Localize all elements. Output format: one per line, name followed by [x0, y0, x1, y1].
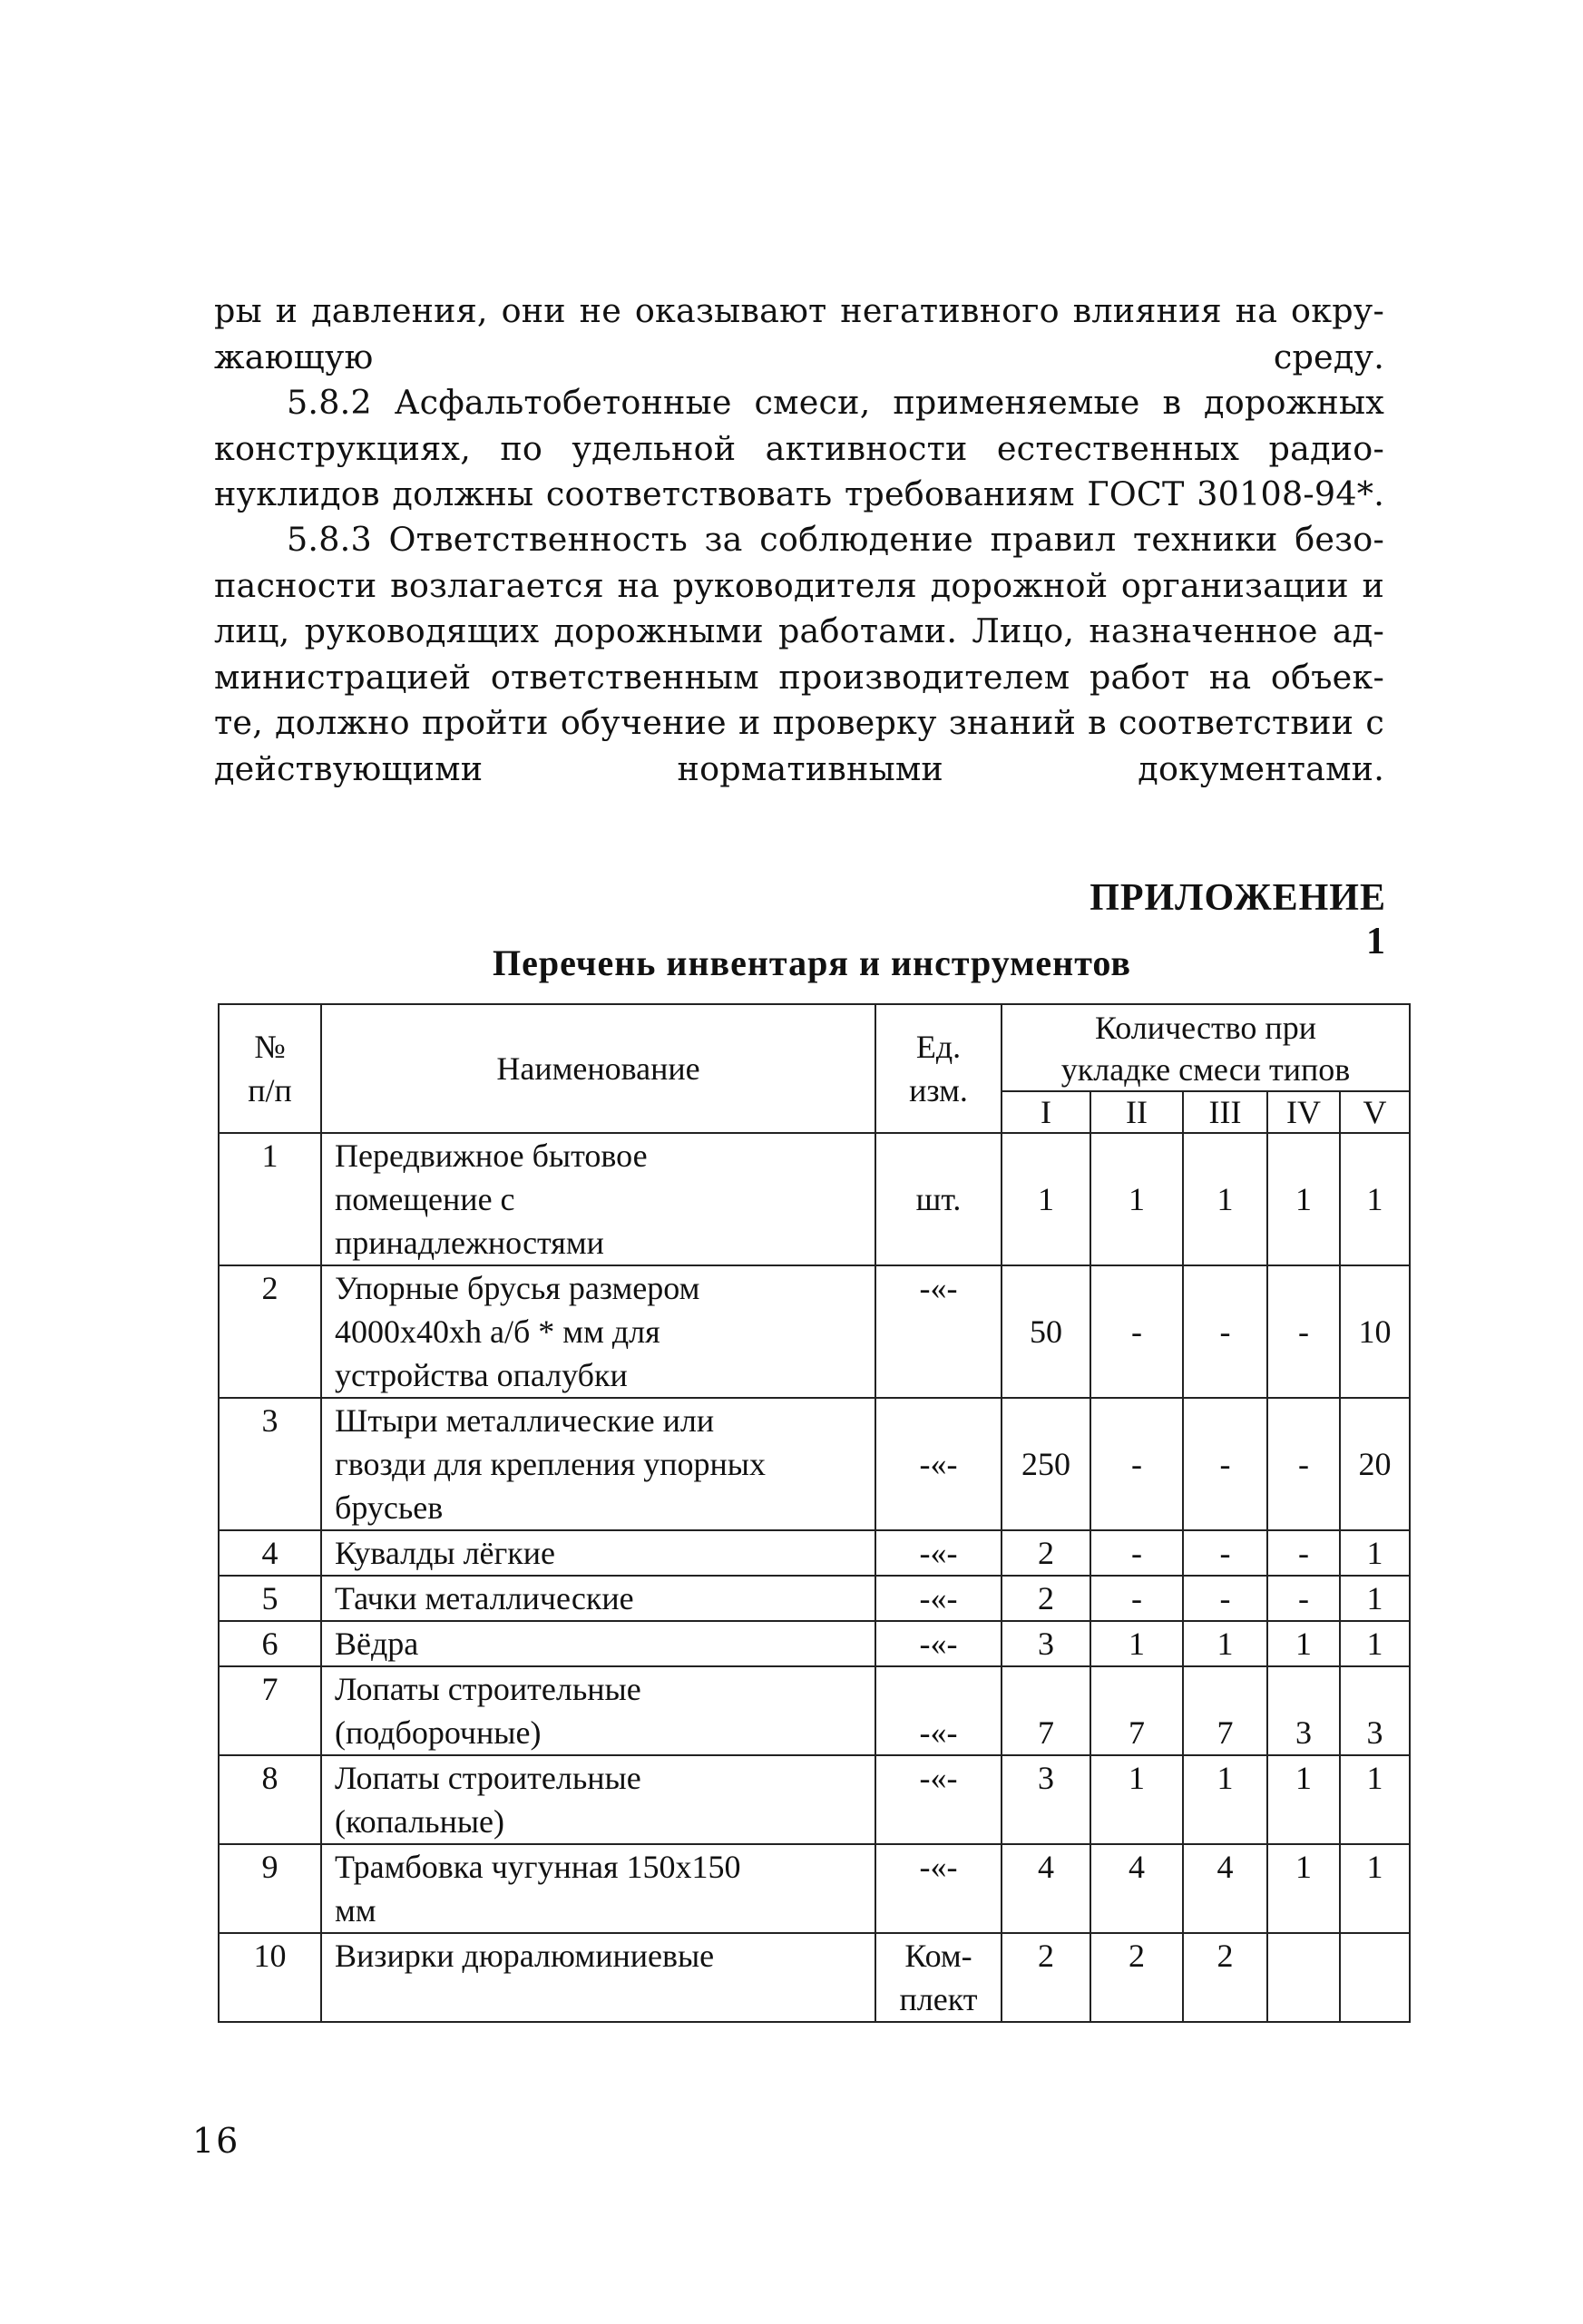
header-name: Наименование — [321, 1004, 875, 1133]
cell-unit-line: Ком- — [904, 1938, 972, 1974]
cell-value: 1 — [1340, 1844, 1410, 1933]
cell-unit: -«- — [875, 1398, 1002, 1530]
table-row — [219, 1621, 1410, 1666]
cell-num: 3 — [219, 1398, 321, 1530]
paragraph-continuation — [214, 288, 1384, 380]
cell-name — [321, 1755, 875, 1844]
cell-value: 2 — [1183, 1933, 1267, 2022]
cell-name — [321, 1398, 875, 1530]
cell-value: 1 — [1183, 1755, 1267, 1844]
cell-value — [1267, 1933, 1340, 2022]
cell-num: 2 — [219, 1265, 321, 1398]
cell-value: - — [1090, 1398, 1183, 1530]
cell-name-line: Упорные брусья размером — [335, 1270, 700, 1306]
cell-num: 10 — [219, 1933, 321, 2022]
cell-value: 1 — [1183, 1621, 1267, 1666]
cell-value: 1 — [1002, 1133, 1090, 1265]
cell-value: 1 — [1340, 1755, 1410, 1844]
text-line: нуклидов должны соответствовать требованиям ГОСТ 30108-94*. — [214, 474, 1384, 513]
cell-value: 4 — [1183, 1844, 1267, 1933]
cell-name-line: устройства опалубки — [335, 1357, 628, 1393]
header-unit-line: изм. — [909, 1072, 968, 1108]
text-line: министрацией ответственным производителем работ на объек- — [214, 657, 1384, 697]
cell-name — [321, 1666, 875, 1755]
table-row — [219, 1398, 1410, 1530]
table-row — [219, 1933, 1410, 2022]
cell-value: 1 — [1340, 1621, 1410, 1666]
text-line: жающую среду. — [214, 337, 1384, 376]
header-type-v: V — [1340, 1091, 1410, 1133]
cell-num: 6 — [219, 1621, 321, 1666]
header-type-i: I — [1002, 1091, 1090, 1133]
table-row — [219, 1133, 1410, 1265]
cell-value: 1 — [1183, 1133, 1267, 1265]
cell-value: 250 — [1002, 1398, 1090, 1530]
cell-value: 1 — [1267, 1133, 1340, 1265]
cell-name-line: Лопаты строительные — [335, 1671, 641, 1707]
cell-value: 1 — [1090, 1621, 1183, 1666]
cell-unit — [875, 1933, 1002, 2022]
cell-value: 3 — [1340, 1666, 1410, 1755]
cell-value: 3 — [1002, 1755, 1090, 1844]
cell-name-line: помещение с — [335, 1181, 515, 1217]
table-row — [219, 1755, 1410, 1844]
header-quantity — [1002, 1004, 1410, 1091]
cell-value: 7 — [1090, 1666, 1183, 1755]
cell-name-line: 4000х40хh а/б * мм для — [335, 1313, 660, 1350]
cell-value: 20 — [1340, 1398, 1410, 1530]
cell-unit: -«- — [875, 1844, 1002, 1933]
cell-name-line: принадлежностями — [335, 1225, 604, 1261]
cell-value: 2 — [1002, 1576, 1090, 1621]
cell-value: - — [1183, 1398, 1267, 1530]
cell-num: 4 — [219, 1530, 321, 1576]
text-line: лиц, руководящих дорожными работами. Лицо, назначенное ад- — [214, 611, 1384, 650]
inventory-table — [218, 1003, 1411, 2023]
cell-unit: -«- — [875, 1530, 1002, 1576]
text-line: пасности возлагается на руководителя дорожной организации и — [214, 565, 1384, 605]
cell-unit: шт. — [875, 1133, 1002, 1265]
cell-name-line: (копальные) — [335, 1803, 505, 1840]
cell-num: 5 — [219, 1576, 321, 1621]
header-type-iv: IV — [1267, 1091, 1340, 1133]
cell-value: - — [1183, 1265, 1267, 1398]
table-row — [219, 1576, 1410, 1621]
cell-value: 1 — [1267, 1844, 1340, 1933]
cell-value: - — [1267, 1530, 1340, 1576]
cell-value: 2 — [1090, 1933, 1183, 2022]
cell-value: 1 — [1340, 1576, 1410, 1621]
cell-name: Вёдра — [321, 1621, 875, 1666]
cell-value: - — [1267, 1398, 1340, 1530]
cell-name — [321, 1133, 875, 1265]
cell-value: - — [1183, 1530, 1267, 1576]
cell-name-line: брусьев — [335, 1489, 444, 1526]
text-line: 5.8.3 Ответственность за соблюдение правил техники безо- — [287, 520, 1384, 559]
header-num — [219, 1004, 321, 1133]
cell-unit: -«- — [875, 1621, 1002, 1666]
cell-value: 10 — [1340, 1265, 1410, 1398]
paragraph-5-8-2 — [214, 380, 1384, 518]
cell-value: - — [1267, 1576, 1340, 1621]
cell-value: 4 — [1002, 1844, 1090, 1933]
page-number: 16 — [192, 2121, 240, 2161]
text-line: действующими нормативными документами. — [214, 748, 1384, 788]
cell-value: 4 — [1090, 1844, 1183, 1933]
table-title: Перечень инвентаря и инструментов — [493, 942, 1131, 983]
cell-value: - — [1090, 1576, 1183, 1621]
table-row — [219, 1666, 1410, 1755]
table-row — [219, 1530, 1410, 1576]
text-line: конструкциях, по удельной активности естественных радио- — [214, 428, 1384, 468]
cell-value: 1 — [1090, 1133, 1183, 1265]
text-line: ры и давления, они не оказывают негативного влияния на окру- — [214, 291, 1384, 330]
header-num-line: п/п — [248, 1072, 292, 1108]
cell-value: - — [1183, 1576, 1267, 1621]
cell-name-line: Штыри металлические или — [335, 1402, 715, 1439]
cell-num: 1 — [219, 1133, 321, 1265]
cell-value: 7 — [1183, 1666, 1267, 1755]
cell-value: 1 — [1340, 1530, 1410, 1576]
cell-name-line: мм — [335, 1892, 376, 1929]
cell-name-line: Трамбовка чугунная 150х150 — [335, 1849, 741, 1885]
cell-value: 1 — [1267, 1755, 1340, 1844]
cell-unit: -«- — [875, 1265, 1002, 1398]
paragraph-5-8-3 — [214, 517, 1384, 792]
cell-name-line: Лопаты строительные — [335, 1760, 641, 1796]
header-unit-line: Ед. — [915, 1029, 962, 1065]
header-unit — [875, 1004, 1002, 1133]
header-type-iii: III — [1183, 1091, 1267, 1133]
cell-value: 7 — [1002, 1666, 1090, 1755]
cell-value: 3 — [1267, 1666, 1340, 1755]
cell-value: 3 — [1002, 1621, 1090, 1666]
cell-name — [321, 1265, 875, 1398]
cell-unit: -«- — [875, 1576, 1002, 1621]
appendix-title: ПРИЛОЖЕНИЕ 1 — [1090, 877, 1386, 962]
cell-num: 7 — [219, 1666, 321, 1755]
table-header-row — [219, 1004, 1410, 1091]
header-qty-line: Количество при — [1095, 1010, 1316, 1046]
header-num-line: № — [254, 1029, 286, 1065]
cell-num: 8 — [219, 1755, 321, 1844]
cell-value: - — [1090, 1265, 1183, 1398]
header-type-ii: II — [1090, 1091, 1183, 1133]
table-row — [219, 1265, 1410, 1398]
cell-name — [321, 1844, 875, 1933]
header-qty-line: укладке смеси типов — [1060, 1051, 1351, 1088]
text-line: 5.8.2 Асфальтобетонные смеси, применяемые в дорожных — [287, 383, 1384, 422]
cell-num: 9 — [219, 1844, 321, 1933]
cell-value: 1 — [1090, 1755, 1183, 1844]
cell-value: 1 — [1267, 1621, 1340, 1666]
cell-value: - — [1267, 1265, 1340, 1398]
cell-name-line: гвозди для крепления упорных — [335, 1446, 766, 1482]
cell-value: 1 — [1340, 1133, 1410, 1265]
cell-unit: -«- — [875, 1755, 1002, 1844]
cell-value: 50 — [1002, 1265, 1090, 1398]
cell-name: Визирки дюралюминиевые — [321, 1933, 875, 2022]
cell-value: 2 — [1002, 1530, 1090, 1576]
cell-unit: -«- — [875, 1666, 1002, 1755]
cell-value: 2 — [1002, 1933, 1090, 2022]
cell-value — [1340, 1933, 1410, 2022]
text-line: те, должно пройти обучение и проверку знаний в соответствии с — [214, 703, 1384, 742]
cell-unit-line: плект — [899, 1981, 978, 2017]
cell-value: - — [1090, 1530, 1183, 1576]
cell-name: Тачки металлические — [321, 1576, 875, 1621]
cell-name-line: Передвижное бытовое — [335, 1138, 648, 1174]
cell-name-line: (подборочные) — [335, 1714, 542, 1751]
cell-name: Кувалды лёгкие — [321, 1530, 875, 1576]
table-row — [219, 1844, 1410, 1933]
